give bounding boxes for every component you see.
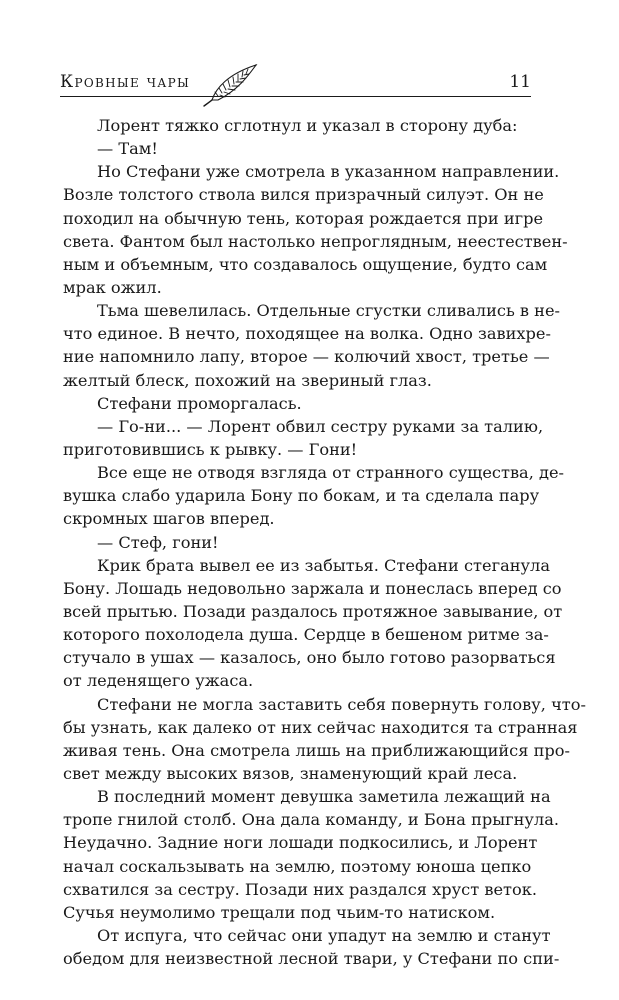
- text-line: ным и объемным, что создавалось ощущение, будто сам: [63, 254, 548, 274]
- text-line: обедом для неизвестной лесной твари, у Стефани по спи-: [63, 949, 560, 969]
- text-line: бы узнать, как далеко от них сейчас находится та странная: [63, 717, 578, 737]
- text-line: начал соскальзывать на землю, поэтому юноша цепко: [63, 856, 532, 876]
- text-line: — Го-ни... — Лорент обвил сестру руками за талию,: [97, 416, 544, 436]
- text-line: живая тень. Она смотрела лишь на приближающийся про-: [63, 740, 570, 760]
- text-line: Лорент тяжко сглотнул и указал в сторону дуба:: [97, 116, 518, 135]
- header-divider: [60, 96, 531, 97]
- text-line: что единое. В нечто, походящее на волка. Одно завихре-: [63, 324, 551, 344]
- text-line: свет между высоких вязов, знаменующий край леса.: [63, 763, 518, 783]
- text-line: Стефани не могла заставить себя повернуть голову, что-: [97, 694, 586, 714]
- text-line: от леденящего ужаса.: [63, 671, 254, 691]
- body-text: [63, 114, 586, 970]
- text-line: приготовившись к рывку. — Гони!: [63, 439, 358, 459]
- text-line: тропе гнилой столб. Она дала команду, и Бона прыгнула.: [63, 810, 559, 830]
- text-line: стучало в ушах — казалось, оно было готово разорваться: [63, 648, 556, 668]
- text-line: вушка слабо ударила Бону по бокам, и та сделала пару: [63, 486, 540, 506]
- text-line: Неудачно. Задние ноги лошади подкосились, и Лорент: [63, 833, 538, 853]
- text-line: скромных шагов вперед.: [63, 509, 275, 529]
- text-line: Возле толстого ствола вился призрачный силуэт. Он не: [63, 185, 544, 205]
- text-line: Но Стефани уже смотрела в указанном направлении.: [97, 162, 560, 182]
- feather-icon: [198, 62, 260, 110]
- text-line: которого похолодела душа. Сердце в бешеном ритме за-: [63, 625, 549, 645]
- text-line: Бону. Лошадь недовольно заржала и понеслась вперед со: [63, 578, 562, 598]
- text-line: мрак ожил.: [63, 277, 162, 297]
- text-line: желтый блеск, похожий на звериный глаз.: [63, 370, 432, 390]
- text-line: От испуга, что сейчас они упадут на землю и станут: [97, 925, 551, 945]
- page-number: 11: [509, 72, 531, 92]
- text-line: всей прытью. Позади раздалось протяжное завывание, от: [63, 601, 563, 621]
- text-line: ние напомнило лапу, второе — колючий хвост, третье —: [63, 347, 550, 367]
- text-line: Крик брата вывел ее из забытья. Стефани стеганула: [97, 555, 550, 575]
- text-line: походил на обычную тень, которая рождается при игре: [63, 208, 544, 228]
- text-line: света. Фантом был настолько непроглядным, неестествен-: [63, 231, 568, 251]
- running-title: Кровные чары: [60, 72, 191, 92]
- text-line: Тьма шевелилась. Отдельные сгустки сливались в не-: [97, 301, 561, 321]
- text-line: В последний момент девушка заметила лежащий на: [97, 787, 551, 807]
- text-line: Все еще не отводя взгляда от странного существа, де-: [97, 463, 565, 483]
- text-line: — Там!: [97, 139, 158, 159]
- text-line: Сучья неумолимо трещали под чьим-то натиском.: [63, 902, 496, 922]
- text-line: схватился за сестру. Позади них раздался хруст веток.: [63, 879, 537, 899]
- text-line: Стефани проморгалась.: [97, 393, 302, 413]
- text-line: — Стеф, гони!: [97, 532, 219, 552]
